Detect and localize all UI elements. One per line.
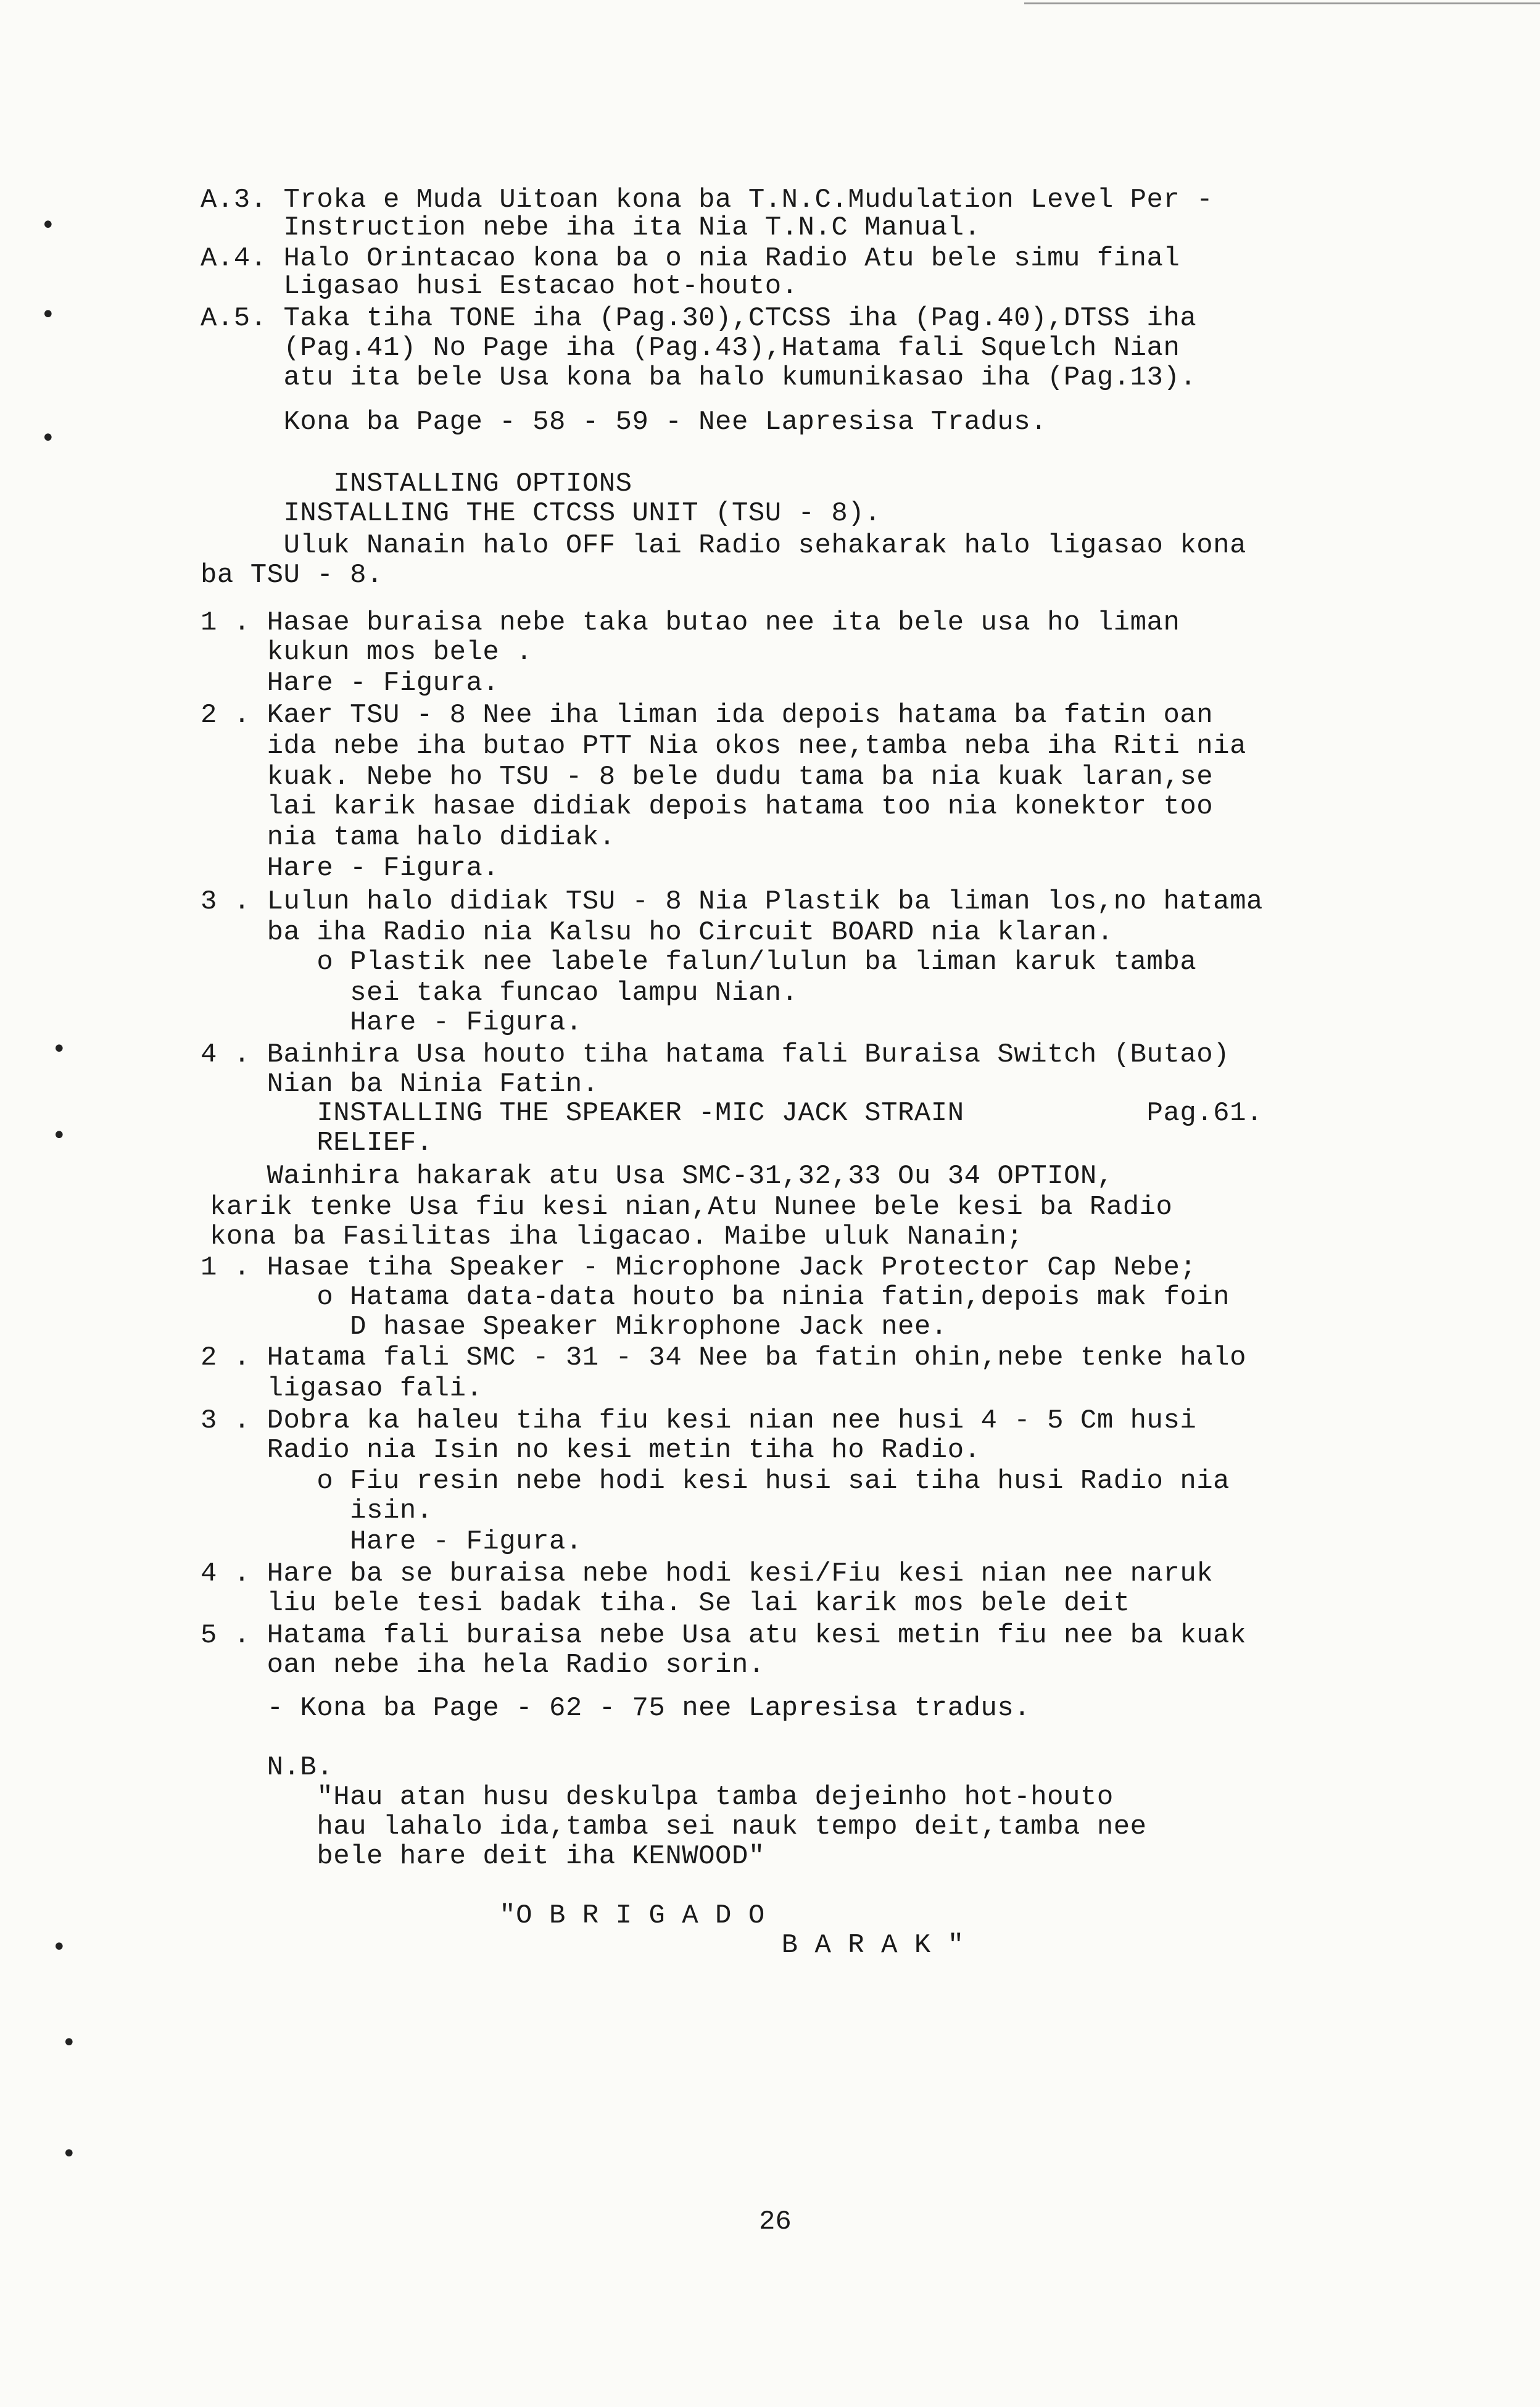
text-line: o Plastik nee labele falun/lulun ba liman karuk tamba (201, 947, 1197, 978)
section-heading: RELIEF. (201, 1128, 433, 1158)
text-line: Kona ba Page - 58 - 59 - Nee Lapresisa Tradus. (201, 407, 1048, 438)
note-label: N.B. (201, 1752, 334, 1783)
margin-mark: • (52, 1121, 67, 1150)
text-line: Instruction nebe iha ita Nia T.N.C Manual. (201, 212, 981, 243)
margin-mark: • (52, 1933, 67, 1961)
text-line: D hasae Speaker Mikrophone Jack nee. (201, 1312, 948, 1342)
text-line: lai karik hasae didiak depois hatama too nia konektor too (201, 791, 1214, 822)
text-line: Hare - Figura. (201, 1007, 582, 1038)
text-line: Nian ba Ninia Fatin. (201, 1069, 599, 1100)
text-line: Hare - Figura. (201, 1526, 582, 1557)
section-heading: INSTALLING OPTIONS (201, 468, 632, 499)
text-line: A.3. Troka e Muda Uitoan kona ba T.N.C.Mudulation Level Per - (201, 185, 1214, 215)
text-line: Wainhira hakarak atu Usa SMC-31,32,33 Ou 34 OPTION, (201, 1161, 1114, 1192)
list-item: 1 . Hasae tiha Speaker - Microphone Jack Protector Cap Nebe; (201, 1252, 1197, 1283)
list-item: 2 . Hatama fali SMC - 31 - 34 Nee ba fatin ohin,nebe tenke halo (201, 1342, 1246, 1373)
note-text: "Hau atan husu deskulpa tamba dejeinho hot-houto (201, 1782, 1114, 1813)
text-line: Hare - Figura. (201, 853, 500, 884)
list-item: 3 . Lulun halo didiak TSU - 8 Nia Plastik ba liman los,no hatama (201, 886, 1263, 917)
text-line: nia tama halo didiak. (201, 822, 616, 853)
scan-edge-line (1024, 2, 1540, 4)
text-line: ida nebe iha butao PTT Nia okos nee,tamba neba iha Riti nia (201, 731, 1246, 762)
text-line: kukun mos bele . (201, 637, 533, 668)
page-number: 26 (759, 2206, 792, 2237)
text-line: (Pag.41) No Page iha (Pag.43),Hatama fali Squelch Nian (201, 333, 1180, 364)
text-line: Uluk Nanain halo OFF lai Radio sehakarak halo ligasao kona (201, 530, 1246, 561)
text-line: kona ba Fasilitas iha ligacao. Maibe uluk Nanain; (210, 1221, 1024, 1252)
text-line: A.5. Taka tiha TONE iha (Pag.30),CTCSS iha (Pag.40),DTSS iha (201, 303, 1197, 334)
text-line: atu ita bele Usa kona ba halo kumunikasao iha (Pag.13). (201, 362, 1197, 393)
margin-mark: • (41, 301, 56, 329)
section-heading: INSTALLING THE SPEAKER -MIC JACK STRAIN Pag.61. (201, 1098, 1263, 1129)
note-text: hau lahalo ida,tamba sei nauk tempo deit,tamba nee (201, 1811, 1147, 1842)
list-item: 4 . Bainhira Usa houto tiha hatama fali Buraisa Switch (Butao) (201, 1039, 1230, 1070)
text-line: ba iha Radio nia Kalsu ho Circuit BOARD nia klaran. (201, 917, 1114, 948)
text-line: liu bele tesi badak tiha. Se lai karik mos bele deit (201, 1588, 1130, 1619)
list-item: 1 . Hasae buraisa nebe taka butao nee ita bele usa ho liman (201, 607, 1180, 638)
text-line: ba TSU - 8. (201, 560, 383, 591)
margin-mark: • (41, 211, 56, 239)
text-line: o Fiu resin nebe hodi kesi husi sai tiha husi Radio nia (201, 1466, 1230, 1497)
closing-text: "O B R I G A D O (201, 1900, 765, 1931)
text-line: A.4. Halo Orintacao kona ba o nia Radio Atu bele simu final (201, 243, 1180, 274)
list-item: 5 . Hatama fali buraisa nebe Usa atu kesi metin fiu nee ba kuak (201, 1620, 1246, 1651)
text-line: isin. (201, 1495, 433, 1526)
note-text: bele hare deit iha KENWOOD" (201, 1841, 765, 1872)
text-line: Ligasao husi Estacao hot-houto. (201, 271, 798, 302)
list-item: 2 . Kaer TSU - 8 Nee iha liman ida depois hatama ba fatin oan (201, 700, 1214, 731)
margin-mark: • (62, 2140, 77, 2168)
text-line: - Kona ba Page - 62 - 75 nee Lapresisa tradus. (201, 1693, 1031, 1724)
margin-mark: • (52, 1035, 67, 1063)
text-line: Radio nia Isin no kesi metin tiha ho Radio. (201, 1435, 981, 1466)
text-line: karik tenke Usa fiu kesi nian,Atu Nunee bele kesi ba Radio (210, 1192, 1173, 1223)
margin-mark: • (41, 424, 56, 452)
text-line: o Hatama data-data houto ba ninia fatin,depois mak foin (201, 1282, 1230, 1313)
list-item: 4 . Hare ba se buraisa nebe hodi kesi/Fiu kesi nian nee naruk (201, 1558, 1214, 1589)
list-item: 3 . Dobra ka haleu tiha fiu kesi nian nee husi 4 - 5 Cm husi (201, 1405, 1197, 1436)
closing-text: B A R A K " (201, 1930, 964, 1961)
text-line: oan nebe iha hela Radio sorin. (201, 1650, 765, 1681)
text-line: kuak. Nebe ho TSU - 8 bele dudu tama ba nia kuak laran,se (201, 762, 1214, 792)
margin-mark: • (62, 2029, 77, 2057)
text-line: sei taka funcao lampu Nian. (201, 978, 798, 1008)
text-line: ligasao fali. (201, 1373, 483, 1404)
section-heading: INSTALLING THE CTCSS UNIT (TSU - 8). (201, 498, 882, 529)
text-line: Hare - Figura. (201, 668, 500, 699)
